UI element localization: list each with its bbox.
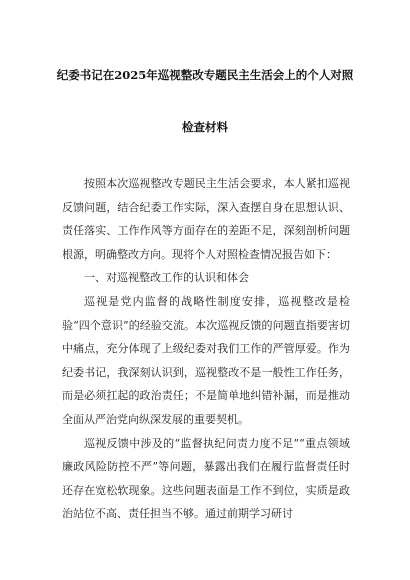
body-paragraph-1: 巡视是党内监督的战略性制度安排，巡视整改是检验“四个意识”的经验交流。本次巡视反馈的问题直指要害切中痛点，充分体现了上级纪委对我们工作的严管厚爱。作为纪委书记，我深刻认识到，巡视整改不是一般性工作任务，而是必须扛起的政治责任；不是简单地纠错补漏，而是推动全面从严治党向纵深发展的重要契机。 xyxy=(62,294,350,426)
section-heading: 一、对巡视整改工作的认识和体会 xyxy=(84,271,249,285)
document-body xyxy=(62,172,350,526)
document-title: 纪委书记在2025年巡视整改专题民主生活会上的个人对照 xyxy=(56,68,354,82)
document-title-continued: 检查材料 xyxy=(182,120,228,134)
intro-paragraph: 按照本次巡视整改专题民主生活会要求，本人紧扣巡视反馈问题，结合纪委工作实际，深入查摆自身在思想认识、责任落实、工作作风等方面存在的差距不足，深刻剖析问题根源，明确整改方向。现将个人对照检查情况报告如下： xyxy=(62,177,350,261)
body-paragraph-2: 巡视反馈中涉及的“监督执纪问责力度不足”“重点领域廉政风险防控不严”等问题，暴露出我们在履行监督责任时还存在宽松软现象。这些问题表面是工作不到位，实质是政治站位不高、责任担当不够。通过前期学习研讨 xyxy=(62,436,350,521)
